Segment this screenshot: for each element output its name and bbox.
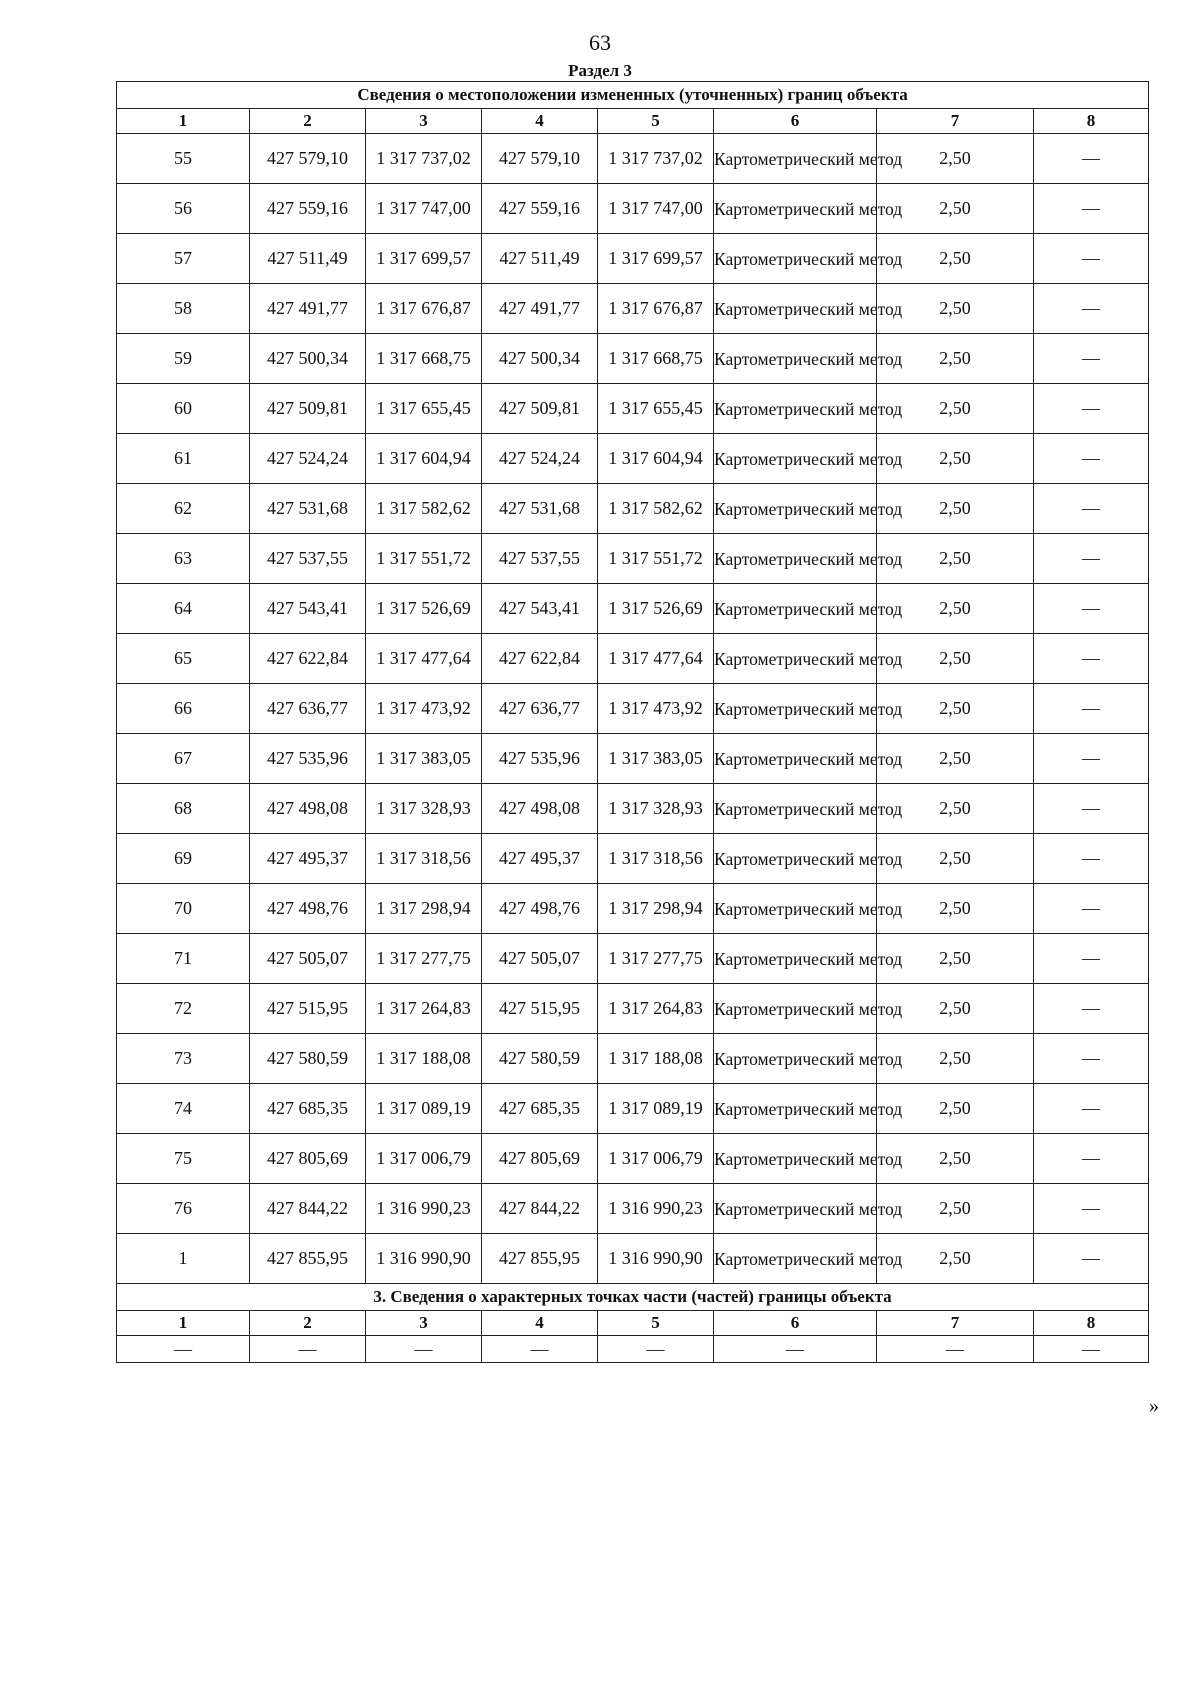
column-number-cell: 7 <box>877 1311 1034 1336</box>
accuracy-cell: 2,50 <box>877 784 1034 834</box>
point-number-cell: 68 <box>117 784 250 834</box>
description-cell: — <box>1034 334 1149 384</box>
table-row <box>117 484 1149 534</box>
table-row <box>117 984 1149 1034</box>
coord-x-cell: 427 537,55 <box>250 534 366 584</box>
coord-y-cell: 1 317 747,00 <box>366 184 482 234</box>
description-cell: — <box>1034 434 1149 484</box>
description-cell: — <box>1034 734 1149 784</box>
empty-cell: — <box>366 1336 482 1363</box>
coord-y-cell: 1 317 089,19 <box>598 1084 714 1134</box>
accuracy-cell: 2,50 <box>877 834 1034 884</box>
column-number-cell: 2 <box>250 1311 366 1336</box>
accuracy-cell: 2,50 <box>877 484 1034 534</box>
point-number-cell: 75 <box>117 1134 250 1184</box>
coord-x-cell: 427 505,07 <box>250 934 366 984</box>
coord-y-cell: 1 317 188,08 <box>598 1034 714 1084</box>
column-number-cell: 4 <box>482 109 598 134</box>
column-number-cell: 6 <box>714 109 877 134</box>
coord-y-cell: 1 317 477,64 <box>598 634 714 684</box>
description-cell: — <box>1034 284 1149 334</box>
description-cell: — <box>1034 884 1149 934</box>
coord-x-cell: 427 531,68 <box>482 484 598 534</box>
method-cell: Картометрический метод <box>714 1034 877 1084</box>
coord-x-cell: 427 579,10 <box>250 134 366 184</box>
point-number-cell: 70 <box>117 884 250 934</box>
table-row <box>117 1034 1149 1084</box>
description-cell: — <box>1034 634 1149 684</box>
coord-y-cell: 1 317 277,75 <box>598 934 714 984</box>
point-number-cell: 74 <box>117 1084 250 1134</box>
description-cell: — <box>1034 384 1149 434</box>
boundary-coordinates-table <box>116 81 1149 1363</box>
method-cell: Картометрический метод <box>714 284 877 334</box>
description-cell: — <box>1034 784 1149 834</box>
coord-y-cell: 1 317 668,75 <box>598 334 714 384</box>
method-cell: Картометрический метод <box>714 884 877 934</box>
coord-x-cell: 427 515,95 <box>250 984 366 1034</box>
coord-y-cell: 1 317 277,75 <box>366 934 482 984</box>
accuracy-cell: 2,50 <box>877 1234 1034 1284</box>
table-row <box>117 384 1149 434</box>
empty-cell: — <box>714 1336 877 1363</box>
description-cell: — <box>1034 834 1149 884</box>
method-cell: Картометрический метод <box>714 1084 877 1134</box>
coord-y-cell: 1 317 737,02 <box>598 134 714 184</box>
empty-cell: — <box>250 1336 366 1363</box>
section2-column-number-row <box>117 1311 1149 1336</box>
closing-quote: » <box>1149 1395 1159 1417</box>
coord-y-cell: 1 317 676,87 <box>366 284 482 334</box>
coord-x-cell: 427 579,10 <box>482 134 598 184</box>
coord-y-cell: 1 317 318,56 <box>598 834 714 884</box>
coord-x-cell: 427 511,49 <box>482 234 598 284</box>
method-cell: Картометрический метод <box>714 584 877 634</box>
column-number-cell: 1 <box>117 109 250 134</box>
coord-x-cell: 427 511,49 <box>250 234 366 284</box>
coord-x-cell: 427 636,77 <box>250 684 366 734</box>
accuracy-cell: 2,50 <box>877 134 1034 184</box>
description-cell: — <box>1034 934 1149 984</box>
coord-x-cell: 427 495,37 <box>250 834 366 884</box>
point-number-cell: 67 <box>117 734 250 784</box>
table-row <box>117 834 1149 884</box>
point-number-cell: 76 <box>117 1184 250 1234</box>
method-cell: Картометрический метод <box>714 684 877 734</box>
point-number-cell: 61 <box>117 434 250 484</box>
method-cell: Картометрический метод <box>714 784 877 834</box>
description-cell: — <box>1034 534 1149 584</box>
coord-x-cell: 427 685,35 <box>482 1084 598 1134</box>
coord-y-cell: 1 317 318,56 <box>366 834 482 884</box>
coord-y-cell: 1 316 990,90 <box>598 1234 714 1284</box>
coord-y-cell: 1 317 655,45 <box>366 384 482 434</box>
table-row <box>117 334 1149 384</box>
method-cell: Картометрический метод <box>714 184 877 234</box>
accuracy-cell: 2,50 <box>877 684 1034 734</box>
table-title: Сведения о местоположении измененных (уточненных) границ объекта <box>117 82 1149 109</box>
method-cell: Картометрический метод <box>714 534 877 584</box>
point-number-cell: 58 <box>117 284 250 334</box>
point-number-cell: 59 <box>117 334 250 384</box>
coord-x-cell: 427 537,55 <box>482 534 598 584</box>
coord-y-cell: 1 317 676,87 <box>598 284 714 334</box>
table-row <box>117 1184 1149 1234</box>
coord-x-cell: 427 491,77 <box>482 284 598 334</box>
empty-cell: — <box>1034 1336 1149 1363</box>
coord-y-cell: 1 316 990,90 <box>366 1234 482 1284</box>
coord-x-cell: 427 498,08 <box>250 784 366 834</box>
description-cell: — <box>1034 1134 1149 1184</box>
coord-y-cell: 1 317 473,92 <box>366 684 482 734</box>
coord-x-cell: 427 580,59 <box>482 1034 598 1084</box>
accuracy-cell: 2,50 <box>877 184 1034 234</box>
accuracy-cell: 2,50 <box>877 334 1034 384</box>
table-row <box>117 934 1149 984</box>
coord-y-cell: 1 317 582,62 <box>366 484 482 534</box>
coord-x-cell: 427 524,24 <box>250 434 366 484</box>
coord-x-cell: 427 515,95 <box>482 984 598 1034</box>
point-number-cell: 56 <box>117 184 250 234</box>
accuracy-cell: 2,50 <box>877 884 1034 934</box>
coord-y-cell: 1 317 699,57 <box>366 234 482 284</box>
coord-y-cell: 1 317 526,69 <box>366 584 482 634</box>
table-body <box>117 82 1149 1363</box>
accuracy-cell: 2,50 <box>877 534 1034 584</box>
column-number-cell: 7 <box>877 109 1034 134</box>
table-row <box>117 584 1149 634</box>
point-number-cell: 69 <box>117 834 250 884</box>
coord-x-cell: 427 500,34 <box>482 334 598 384</box>
accuracy-cell: 2,50 <box>877 384 1034 434</box>
description-cell: — <box>1034 984 1149 1034</box>
coord-x-cell: 427 535,96 <box>250 734 366 784</box>
description-cell: — <box>1034 1084 1149 1134</box>
method-cell: Картометрический метод <box>714 984 877 1034</box>
point-number-cell: 65 <box>117 634 250 684</box>
table-row <box>117 884 1149 934</box>
accuracy-cell: 2,50 <box>877 234 1034 284</box>
description-cell: — <box>1034 1034 1149 1084</box>
table-row <box>117 684 1149 734</box>
accuracy-cell: 2,50 <box>877 1084 1034 1134</box>
coord-x-cell: 427 844,22 <box>482 1184 598 1234</box>
coord-x-cell: 427 685,35 <box>250 1084 366 1134</box>
section2-title-row <box>117 1284 1149 1311</box>
coord-y-cell: 1 317 298,94 <box>366 884 482 934</box>
column-number-cell: 5 <box>598 109 714 134</box>
table-row <box>117 1134 1149 1184</box>
accuracy-cell: 2,50 <box>877 434 1034 484</box>
table-row <box>117 1234 1149 1284</box>
coord-x-cell: 427 509,81 <box>482 384 598 434</box>
coord-x-cell: 427 636,77 <box>482 684 598 734</box>
coord-y-cell: 1 317 551,72 <box>598 534 714 584</box>
column-number-row <box>117 109 1149 134</box>
coord-x-cell: 427 855,95 <box>250 1234 366 1284</box>
coord-y-cell: 1 317 089,19 <box>366 1084 482 1134</box>
empty-cell: — <box>482 1336 598 1363</box>
coord-y-cell: 1 317 582,62 <box>598 484 714 534</box>
coord-x-cell: 427 498,76 <box>250 884 366 934</box>
coord-y-cell: 1 317 188,08 <box>366 1034 482 1084</box>
empty-cell: — <box>877 1336 1034 1363</box>
point-number-cell: 66 <box>117 684 250 734</box>
method-cell: Картометрический метод <box>714 134 877 184</box>
coord-y-cell: 1 317 473,92 <box>598 684 714 734</box>
table-row <box>117 634 1149 684</box>
method-cell: Картометрический метод <box>714 334 877 384</box>
table-row <box>117 1084 1149 1134</box>
point-number-cell: 1 <box>117 1234 250 1284</box>
accuracy-cell: 2,50 <box>877 984 1034 1034</box>
point-number-cell: 60 <box>117 384 250 434</box>
column-number-cell: 6 <box>714 1311 877 1336</box>
column-number-cell: 3 <box>366 109 482 134</box>
table-row <box>117 184 1149 234</box>
coord-y-cell: 1 317 298,94 <box>598 884 714 934</box>
table-row <box>117 534 1149 584</box>
method-cell: Картометрический метод <box>714 234 877 284</box>
description-cell: — <box>1034 684 1149 734</box>
method-cell: Картометрический метод <box>714 1184 877 1234</box>
description-cell: — <box>1034 184 1149 234</box>
coord-x-cell: 427 509,81 <box>250 384 366 434</box>
table-row <box>117 434 1149 484</box>
coord-x-cell: 427 580,59 <box>250 1034 366 1084</box>
coord-x-cell: 427 543,41 <box>250 584 366 634</box>
coord-x-cell: 427 491,77 <box>250 284 366 334</box>
description-cell: — <box>1034 234 1149 284</box>
coord-y-cell: 1 317 383,05 <box>366 734 482 784</box>
column-number-cell: 8 <box>1034 1311 1149 1336</box>
method-cell: Картометрический метод <box>714 1134 877 1184</box>
point-number-cell: 63 <box>117 534 250 584</box>
coord-x-cell: 427 535,96 <box>482 734 598 784</box>
coord-x-cell: 427 500,34 <box>250 334 366 384</box>
coord-y-cell: 1 316 990,23 <box>598 1184 714 1234</box>
coord-x-cell: 427 805,69 <box>482 1134 598 1184</box>
point-number-cell: 73 <box>117 1034 250 1084</box>
coord-x-cell: 427 498,76 <box>482 884 598 934</box>
coord-x-cell: 427 844,22 <box>250 1184 366 1234</box>
coord-x-cell: 427 524,24 <box>482 434 598 484</box>
table-row <box>117 784 1149 834</box>
coord-y-cell: 1 317 264,83 <box>598 984 714 1034</box>
column-number-cell: 4 <box>482 1311 598 1336</box>
coord-y-cell: 1 317 526,69 <box>598 584 714 634</box>
point-number-cell: 55 <box>117 134 250 184</box>
point-number-cell: 57 <box>117 234 250 284</box>
coord-y-cell: 1 317 006,79 <box>366 1134 482 1184</box>
coord-x-cell: 427 531,68 <box>250 484 366 534</box>
method-cell: Картометрический метод <box>714 934 877 984</box>
point-number-cell: 62 <box>117 484 250 534</box>
column-number-cell: 5 <box>598 1311 714 1336</box>
page-number: 63 <box>589 30 611 55</box>
coord-y-cell: 1 317 477,64 <box>366 634 482 684</box>
section2-title: 3. Сведения о характерных точках части (частей) границы объекта <box>117 1284 1149 1311</box>
method-cell: Картометрический метод <box>714 384 877 434</box>
accuracy-cell: 2,50 <box>877 584 1034 634</box>
accuracy-cell: 2,50 <box>877 284 1034 334</box>
accuracy-cell: 2,50 <box>877 1134 1034 1184</box>
coord-x-cell: 427 495,37 <box>482 834 598 884</box>
table-row <box>117 234 1149 284</box>
column-number-cell: 1 <box>117 1311 250 1336</box>
point-number-cell: 71 <box>117 934 250 984</box>
description-cell: — <box>1034 584 1149 634</box>
coord-y-cell: 1 317 604,94 <box>366 434 482 484</box>
coord-y-cell: 1 317 668,75 <box>366 334 482 384</box>
coord-x-cell: 427 505,07 <box>482 934 598 984</box>
coord-x-cell: 427 622,84 <box>482 634 598 684</box>
coord-y-cell: 1 317 383,05 <box>598 734 714 784</box>
table-row <box>117 134 1149 184</box>
coord-y-cell: 1 317 604,94 <box>598 434 714 484</box>
coord-y-cell: 1 316 990,23 <box>366 1184 482 1234</box>
table-row <box>117 734 1149 784</box>
table-row <box>117 284 1149 334</box>
description-cell: — <box>1034 1234 1149 1284</box>
method-cell: Картометрический метод <box>714 1234 877 1284</box>
coord-y-cell: 1 317 655,45 <box>598 384 714 434</box>
coord-y-cell: 1 317 328,93 <box>598 784 714 834</box>
accuracy-cell: 2,50 <box>877 934 1034 984</box>
coord-y-cell: 1 317 699,57 <box>598 234 714 284</box>
accuracy-cell: 2,50 <box>877 634 1034 684</box>
accuracy-cell: 2,50 <box>877 734 1034 784</box>
accuracy-cell: 2,50 <box>877 1034 1034 1084</box>
method-cell: Картометрический метод <box>714 434 877 484</box>
column-number-cell: 3 <box>366 1311 482 1336</box>
coord-y-cell: 1 317 328,93 <box>366 784 482 834</box>
empty-cell: — <box>117 1336 250 1363</box>
coord-y-cell: 1 317 747,00 <box>598 184 714 234</box>
method-cell: Картометрический метод <box>714 484 877 534</box>
coord-x-cell: 427 805,69 <box>250 1134 366 1184</box>
coord-y-cell: 1 317 264,83 <box>366 984 482 1034</box>
accuracy-cell: 2,50 <box>877 1184 1034 1234</box>
method-cell: Картометрический метод <box>714 634 877 684</box>
coord-x-cell: 427 543,41 <box>482 584 598 634</box>
method-cell: Картометрический метод <box>714 834 877 884</box>
point-number-cell: 64 <box>117 584 250 634</box>
coord-x-cell: 427 622,84 <box>250 634 366 684</box>
coord-x-cell: 427 559,16 <box>250 184 366 234</box>
coord-y-cell: 1 317 551,72 <box>366 534 482 584</box>
description-cell: — <box>1034 1184 1149 1234</box>
method-cell: Картометрический метод <box>714 734 877 784</box>
column-number-cell: 8 <box>1034 109 1149 134</box>
coord-y-cell: 1 317 737,02 <box>366 134 482 184</box>
coord-x-cell: 427 855,95 <box>482 1234 598 1284</box>
column-number-cell: 2 <box>250 109 366 134</box>
description-cell: — <box>1034 484 1149 534</box>
section-title: Раздел 3 <box>568 61 632 80</box>
coord-y-cell: 1 317 006,79 <box>598 1134 714 1184</box>
coord-x-cell: 427 498,08 <box>482 784 598 834</box>
point-number-cell: 72 <box>117 984 250 1034</box>
coord-x-cell: 427 559,16 <box>482 184 598 234</box>
section2-empty-row <box>117 1336 1149 1363</box>
table-title-row <box>117 82 1149 109</box>
empty-cell: — <box>598 1336 714 1363</box>
description-cell: — <box>1034 134 1149 184</box>
